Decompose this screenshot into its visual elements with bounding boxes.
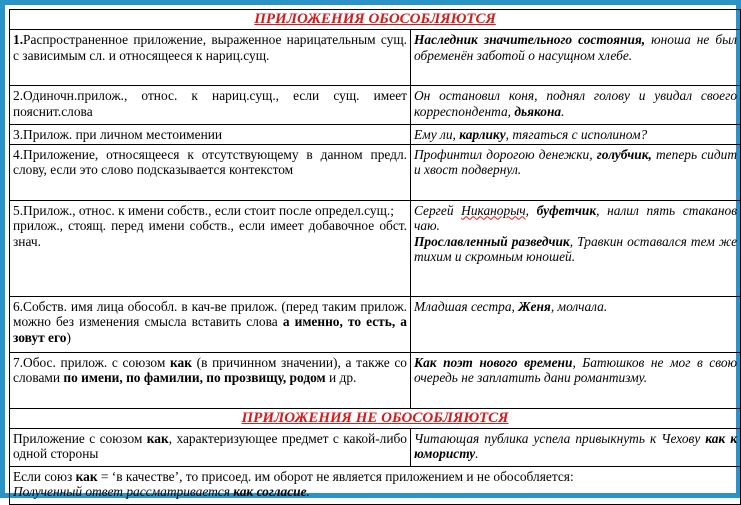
text-run: Профинтил дорогою денежки, <box>414 146 597 162</box>
footer-example <box>13 484 737 500</box>
rule-cell <box>10 30 411 86</box>
bold-text: голубчик, <box>596 146 652 162</box>
text-run: Младшая сестра, <box>414 298 519 314</box>
footer-rule <box>13 469 737 485</box>
example-cell <box>411 30 741 86</box>
rule-cell <box>10 296 411 352</box>
bold-text: как <box>75 468 98 484</box>
bold-text: Женя <box>518 298 551 314</box>
text-run: . <box>306 484 310 500</box>
text-run: Читающая публика успела привыкнуть к Чехову <box>414 430 706 446</box>
bold-text: Как поэт нового времени <box>414 354 573 370</box>
bold-text: буфетчик <box>536 202 597 218</box>
text-run: 4.Приложение, относящееся к отсутствующему в данном предл. слову, если это слово подсказывается контекстом <box>13 146 407 178</box>
text-run: 5.Прилож., относ. к имени собств., если стоит после определ.сущ.; <box>13 202 395 218</box>
bold-text: как к юмористу <box>414 430 738 462</box>
example-cell <box>411 86 741 125</box>
rule-cell <box>10 86 411 125</box>
text-run: , тягаться с исполином? <box>505 127 648 142</box>
header-not-isolated: ПРИЛОЖЕНИЯ НЕ ОБОСОБЛЯЮТСЯ <box>10 408 741 428</box>
text-run: , Батюшков не мог в свою очередь не заплатить дани романтизму. <box>414 354 738 386</box>
bold-text: как <box>146 430 169 446</box>
text-run: Распространенное приложение, выраженное нарицательным сущ. с зависимым сл. и относящееся к нариц.сущ. <box>13 32 407 63</box>
text-run: прилож., стоящ. перед имени собств., если имеет добавочное обст. знач. <box>13 218 407 249</box>
rule-cell <box>10 352 411 408</box>
bold-text: дьякона <box>514 103 562 119</box>
text-run: 2.Одиночн.прилож., относ. к нариц.сущ., если сущ. имеет пояснит.слова <box>13 88 407 119</box>
bold-text: Прославленный разведчик <box>414 233 570 249</box>
appositions-table <box>9 9 741 505</box>
text-run: = ‘в качестве’, то присоед. им оборот не является приложением и не обособляется: <box>97 468 574 484</box>
rule-cell <box>10 428 411 466</box>
example-cell <box>411 296 741 352</box>
text-run: Он остановил коня, поднял голову и увидал своего корреспондента, <box>414 88 738 119</box>
text-run: . <box>475 446 479 462</box>
example-cell <box>411 352 741 408</box>
text-run: (в причинном значении), а также со словами <box>13 354 407 386</box>
bold-text: Наследник значительного состояния, <box>414 32 646 47</box>
text-run: , <box>525 202 537 218</box>
header-isolated: ПРИЛОЖЕНИЯ ОБОСОБЛЯЮТСЯ <box>10 10 741 30</box>
text-run: Приложение с союзом <box>13 430 147 446</box>
footer-note <box>10 466 741 504</box>
text-run: 6.Собств. имя лица обособл. в кач-ве прилож. (перед таким прилож. можно без изменения смысла вставить слова <box>13 298 407 330</box>
example-cell <box>411 125 741 145</box>
text-run: , Травкин оставался тем же тихим и скромным юношей. <box>414 233 738 265</box>
example-cell <box>411 200 741 296</box>
text-run: , характеризующее предмет с какой-либо одной стороны <box>13 430 408 462</box>
example-cell <box>411 144 741 200</box>
bold-text: 1. <box>13 32 24 47</box>
text-run: Ему ли, <box>414 127 460 142</box>
rule-cell <box>10 200 411 296</box>
text-run: . <box>561 103 565 119</box>
bold-text: карлику <box>459 127 506 142</box>
text-run: , налил пять стаканов чаю. <box>414 202 738 234</box>
bold-text: как согласие <box>233 484 307 500</box>
text-run: Полученный ответ рассматривается <box>13 484 234 500</box>
text-run: , молчала. <box>550 298 608 314</box>
text-run: Никанорыч <box>461 202 526 218</box>
text-run: теперь сидит и хвост подвернул. <box>414 146 738 178</box>
text-run: и др. <box>325 370 357 386</box>
text-run: юноша не был обременён заботой о насущном хлебе. <box>414 32 738 63</box>
bold-text: по имени, по фамилии, по прозвищу, родом <box>63 370 326 386</box>
rule-cell <box>10 125 411 145</box>
rule-cell <box>10 144 411 200</box>
text-run: 3.Прилож. при личном местоимении <box>13 127 223 142</box>
bold-text: а именно, то есть, а зовут его <box>13 314 407 345</box>
text-run: Сергей <box>414 202 462 218</box>
text-run: 7.Обос. прилож. с союзом <box>13 354 171 370</box>
bold-text: как <box>170 354 192 370</box>
text-run: Если союз <box>13 468 76 484</box>
example-cell <box>411 428 741 466</box>
text-run: ) <box>66 329 71 345</box>
